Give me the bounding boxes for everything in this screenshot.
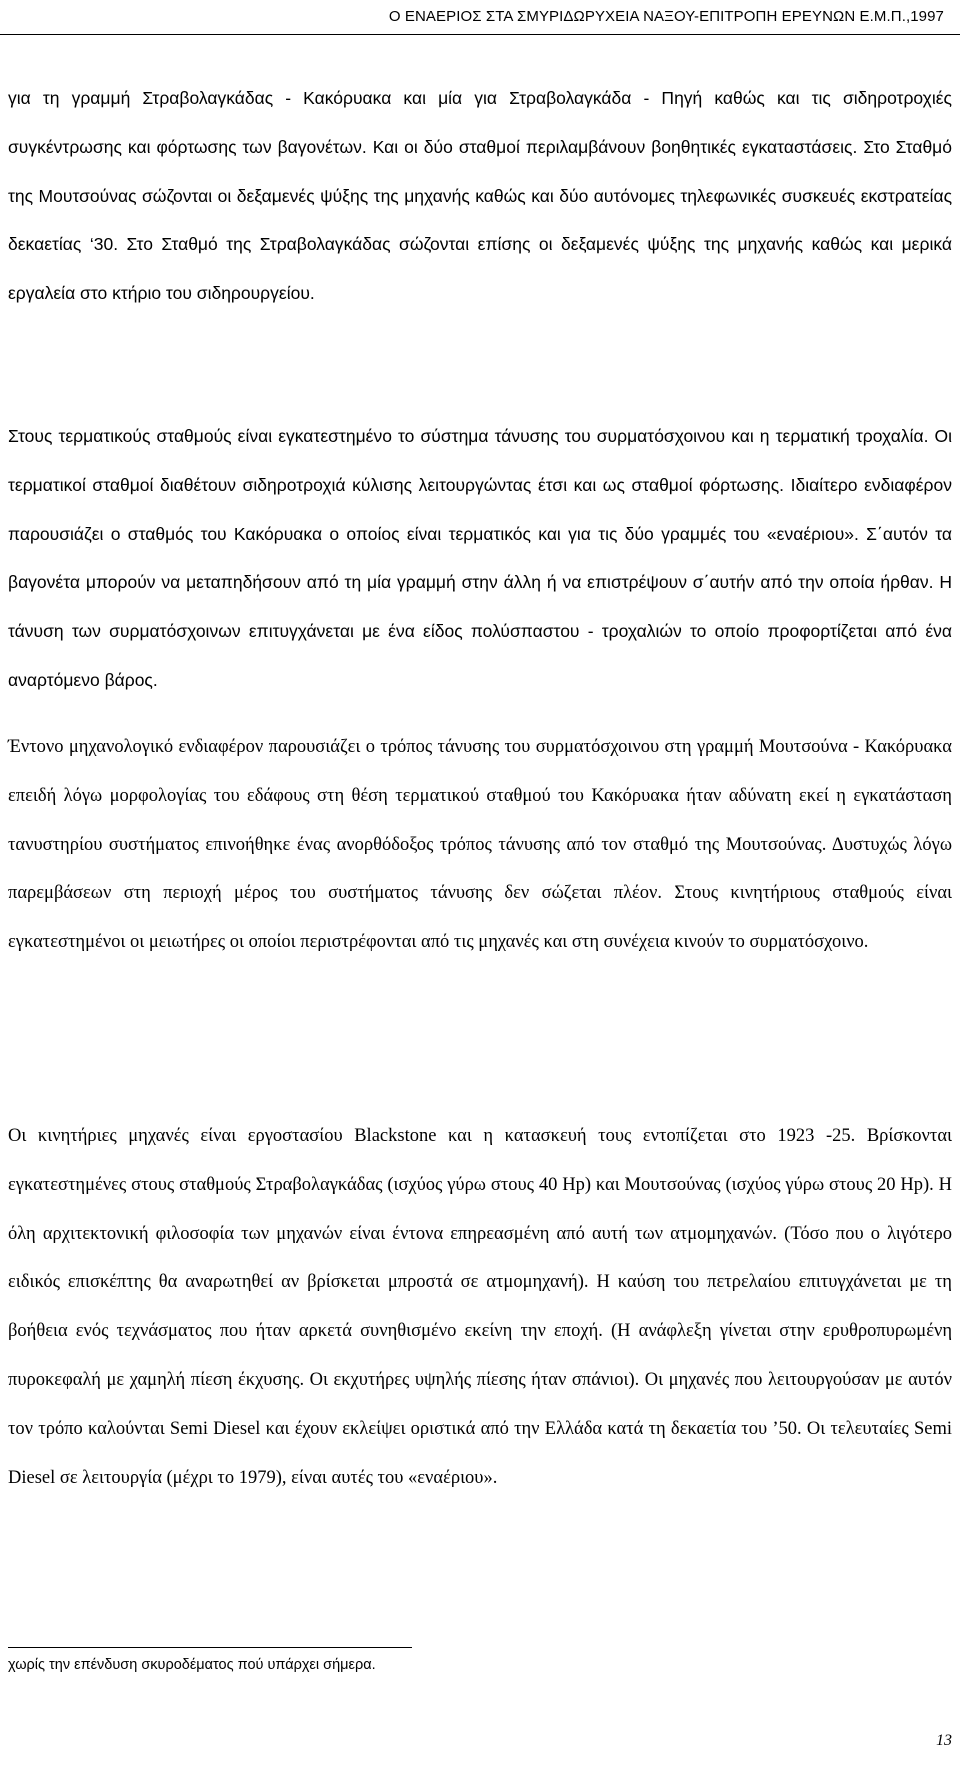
paragraph-terminal-stations: Στους τερματικούς σταθμούς είναι εγκατεστημένο το σύστημα τάνυσης του συρματόσχοινου και η τερματική τροχαλία. Οι τερματικοί σταθμοί διαθέτουν σιδηροτροχιά κύλισης λειτουργώντας έτσι και ως σταθμοί φόρτωσης. Ιδιαίτερο ενδιαφέρον παρουσιάζει ο σταθμός του Κακόρυακα ο οποίος είναι τερματικός και για τις δύο γραμμές του «εναέριου». Σ΄αυτόν τα βαγονέτα μπορούν να μεταπηδήσουν από τη μία γραμμή στην άλλη ή να επιστρέψουν σ΄αυτήν από την οποία ήρθαν. Η τάνυση των συρματόσχοινων επιτυγχάνεται με ένα είδος πολύσπαστου - τροχαλιών το οποίο προφορτίζεται από ένα αναρτόμενο βάρος. [8,426,952,690]
paragraph-engines: Οι κινητήριες μηχανές είναι εργοστασίου Blackstone και η κατασκευή τους εντοπίζεται στο 1923 -25. Βρίσκονται εγκατεστημένες στους σταθμούς Στραβολαγκάδας (ισχύος γύρω στους 40 Hp) και Μουτσούνας (ισχύος γύρω στους 20 Hp). Η όλη αρχιτεκτονική φιλοσοφία των μηχανών είναι έντονα επηρεασμένη από αυτή των ατμομηχανών. (Τόσο που ο λιγότερο ειδικός επισκέπτης θα αναρωτηθεί αν βρίσκεται μπροστά σε ατμομηχανή). Η καύση του πετρελαίου επιτυγχάνεται με τη βοήθεια ενός τεχνάσματος που ήταν αρκετά συνηθισμένο εκείνη την εποχή. (Η ανάφλεξη γίνεται στην ερυθροπυρωμένη πυροκεφαλή με χαμηλή πίεση έκχυσης. Οι εκχυτήρες υψηλής πίεσης ήταν σπάνιοι). Οι μηχανές που λειτουργούσαν με αυτόν τον τρόπο καλούνται Semi Diesel και έχουν εκλείψει οριστικά από την Ελλάδα κατά τη δεκαετία του ’50. Οι τελευταίες Semi Diesel σε λειτουργία (μέχρι το 1979), είναι αυτές του «εναέριου». [8,1126,952,1488]
header-rule [0,34,960,35]
paragraph-stations: για τη γραμμή Στραβολαγκάδας - Κακόρυακα και μία για Στραβολαγκάδα - Πηγή καθώς και τις σιδηροτροχιές συγκέντρωσης και φόρτωσης των βαγονέτων. Και οι δύο σταθμοί περιλαμβάνουν βοηθητικές εγκαταστάσεις. Στο Σταθμό της Μουτσούνας σώζονται οι δεξαμενές ψύξης της μηχανής καθώς και δύο αυτόνομες τηλεφωνικές συσκευές εκστρατείας δεκαετίας ‘30. Στο Σταθμό της Στραβολαγκάδας σώζονται επίσης οι δεξαμενές ψύξης της μηχανής καθώς και μερικά εργαλεία στο κτήριο του σιδηρουργείου. [8,88,952,304]
footnote-rule [8,1647,412,1648]
page-number: 13 [936,1732,952,1749]
paragraph-tensioning: Έντονο μηχανολογικό ενδιαφέρον παρουσιάζει ο τρόπος τάνυσης του συρματόσχοινου στη γραμμή Μουτσούνα - Κακόρυακα επειδή λόγω μορφολογίας του εδάφους στη θέση τερματικού σταθμού του Κακόρυακα ήταν αδύνατη εκεί η εγκατάσταση τανυστηρίου συστήματος επινοήθηκε ένας ανορθόδοξος τρόπος τάνυσης από τον σταθμό της Μουτσούνας. Δυστυχώς λόγω παρεμβάσεων στη περιοχή μέρος του συστήματος τάνυσης δεν σώζεται πλέον. Στους κινητήριους σταθμούς είναι εγκατεστημένοι οι μειωτήρες οι οποίοι περιστρέφονται από τις μηχανές και στη συνέχεια κινούν το συρματόσχοινο. [8,737,952,953]
footnote: χωρίς την επένδυση σκυροδέματος πού υπάρχει σήμερα. [8,1657,376,1673]
running-header: Ο ΕΝΑΕΡΙΟΣ ΣΤΑ ΣΜΥΡΙΔΩΡΥΧΕΙΑ ΝΑΞΟΥ-ΕΠΙΤΡΟΠΗ ΕΡΕΥΝΩΝ Ε.Μ.Π.,1997 [388,8,944,25]
